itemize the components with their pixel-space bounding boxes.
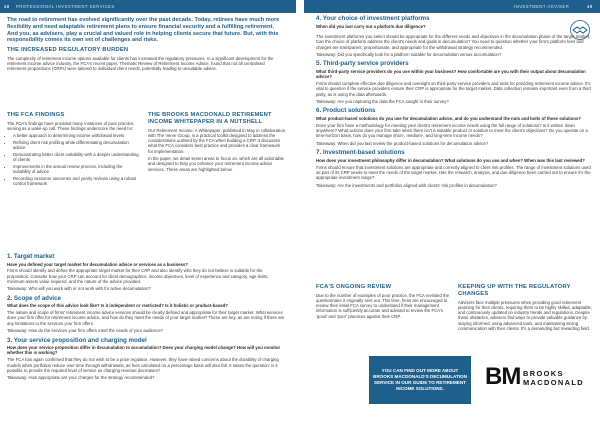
section-body: Firms should identify and define the appropriate target market for their CRP and also identify who they do not believe is suitable for the proposition. Consider how your CRP can account for client demographics, income objectives, level of experience and category, age limits, minimum assets value required, and the nature of the advice provided. bbox=[7, 268, 269, 284]
ongoing-body: Due to the number of examples of poor practice, the FCA revisited the questionnaire it originally sent out. This time, firms are encouraged to review their initial FCA survey to understand if their management information is sufficiently accurate and advised to review the FCA's 'good' and 'poor' practices against their CRP. bbox=[316, 292, 450, 319]
section-target-market bbox=[7, 253, 285, 292]
whitepaper-body-1: Our Retirement Income: A Whitepaper, published in May in collaboration with The Verve Group, is a practical toolkit designed to address the considerations outlined by the FCA when building a CRP. It discusses what the FCA considers best practice and provides a clear framework for implementation. bbox=[148, 127, 286, 154]
section-takeaway: Takeaway: Are you capturing the data the FCA sought in their survey? bbox=[316, 99, 449, 105]
section-question: What third-party service providers do you use within your business? How comfortable are you with their output about decumulation advice? bbox=[316, 68, 586, 80]
section-takeaway: Takeaway: When did you last review the product-based solutions for decumulation advice? bbox=[316, 140, 489, 146]
keeping-up-column bbox=[458, 284, 594, 333]
section-body: Firms should complete effective due diligence and oversight on third-party service providers and tools for providing retirement income advice. It's vital to question if the service providers ensure their CRP is appropriate for the target market. Data collection remains important even from a third party, as is using the data afterwards. bbox=[316, 81, 591, 97]
findings-column bbox=[7, 112, 139, 188]
section-body: Does your firm have a methodology for meeting your client's retirement income needs using the full range of solutions? Is it written down anywhere? What actions does your firm take when there isn't a suitable product or solution to meet the client's objectives? Do you operate on a time-horizon basis, how do you manage short-, medium-, and long-term income needs? bbox=[316, 122, 588, 139]
section-question: What does the scope of this advice look like? Is it independent or restricted? Is it holistic or product-based? bbox=[7, 303, 228, 309]
right-sections bbox=[316, 34, 594, 190]
section-product-solutions bbox=[316, 107, 594, 146]
brooks-macdonald-logo bbox=[485, 362, 595, 398]
section-body: The FCA has again confirmed that they do not wish to be a price regulator. However, they have raised concerns about the durability of charging models when portfolios reduce over time through withdrawals, as fees calculated on a percentage basis will also fall. It raises the question: is it possible to provide the required level of service as charging revenue decreases? bbox=[7, 357, 279, 373]
section-question: When did you last carry out a platform due diligence? bbox=[316, 23, 426, 29]
logo-line-1: BROOKS bbox=[523, 369, 564, 378]
intro-paragraph: The road to retirement has evolved significantly over the past decade. Today, retirees have much more flexibility and need adaptable retirement plans to ensure financial security and a fulfilling retirement. And you, as advisers, play a crucial and valued role in helping clients secure that future. But, with this responsibility comes its own set of challenges and risks. bbox=[7, 17, 280, 44]
list-item: • Refining client risk profiling while differentiating decumulation advice bbox=[13, 140, 139, 151]
keeping-up-heading: KEEPING UP WITH THE REGULATORY CHANGES bbox=[458, 284, 571, 297]
ongoing-heading: FCA'S ONGOING REVIEW bbox=[316, 284, 392, 290]
cta-box bbox=[369, 356, 471, 404]
left-page-content bbox=[7, 17, 285, 74]
section-investment-solutions bbox=[316, 149, 594, 188]
section-body: The nature and scope of firms' retirement income advice services should be clearly defined and appropriate for their target market. What services does your firm offer for retirement income advice, and how do they meet the needs of your target market? These are key, as are noting if there are any limitations to the services your firm offers. bbox=[7, 310, 285, 326]
section-question: How does your service proposition differ in decumulation to accumulation? Does your charging model change? How will you monitor whether this is working? bbox=[7, 345, 281, 356]
section-takeaway: Takeaway: Did you specifically look for a platform suitable for decumulation versus accumulation? bbox=[316, 52, 502, 58]
section-third-party bbox=[316, 60, 594, 104]
keeping-up-body: Advisers face multiple pressures when providing good retirement planning for their clients, requiring them to be highly skilled, adaptable, and continuously updated on industry trends and regulations. Despite these obstacles, advisers find ways to provide valuable guidance by staying informed, using advanced tools, and maintaining strong communication with their clients. It's a demanding but rewarding field. bbox=[458, 299, 592, 331]
whitepaper-heading: THE BROOKS MACDONALD RETIREMENT INCOME WHITEPAPER IN A NUTSHELL bbox=[148, 112, 272, 125]
section-question: Have you defined your target market for decumulation advice or services as a business? bbox=[7, 261, 189, 267]
right-header-label: INVESTMENT ADVISER bbox=[514, 4, 570, 9]
section-investment-platforms bbox=[316, 15, 564, 29]
section-service-proposition bbox=[7, 337, 285, 381]
section-takeaway: Takeaway: How appropriate are your charges for the strategy recommended? bbox=[7, 375, 155, 381]
section-heading: 1. Target market bbox=[7, 253, 55, 260]
section-takeaway: Takeaway: How do the services your firm offers meet the needs of your audience? bbox=[7, 328, 164, 334]
section-scope-of-advice bbox=[7, 295, 285, 334]
list-item: • A better approach to determining income withdrawal levels bbox=[13, 133, 139, 138]
section-heading: 3. Your service proposition and charging model bbox=[7, 336, 147, 344]
section-heading: 7. Investment-based solutions bbox=[316, 149, 405, 157]
left-sections bbox=[7, 253, 285, 383]
section-heading: 4. Your choice of investment platforms bbox=[316, 15, 430, 22]
findings-list bbox=[7, 133, 139, 186]
section-question: How does your investment philosophy differ in decumulation? What solutions do you use and when? When was this last reviewed? bbox=[316, 157, 585, 163]
section-takeaway: Takeaway: Who will you work with or not work with for active decumulation? bbox=[7, 286, 151, 292]
findings-body: The FCA's findings have provided many instances of poor practice, serving as a wake-up call. These findings underscore the need for: bbox=[7, 120, 135, 131]
section-takeaway: Takeaway: Are the investments and portfolios aligned with clients' risk profiles in decumulation? bbox=[316, 182, 497, 188]
whitepaper-body-2: In the paper, we detail seven areas to focus on, which are all actionable and designed to help you enhance your retirement income advice services. These areas are highlighted below. bbox=[148, 156, 284, 172]
section-question: What product-based solutions do you use for decumulation advice, and do you understand the nuts and bolts of these solutions? bbox=[316, 115, 581, 121]
list-item: • Demonstrating better client suitability with a deeper understanding of clients bbox=[13, 152, 139, 163]
whitepaper-column bbox=[148, 112, 286, 174]
left-header-label: PROFESSIONAL INVESTMENT SERVICES bbox=[16, 4, 115, 9]
right-page-number: 49 bbox=[587, 4, 593, 9]
left-header-bar bbox=[0, 0, 296, 13]
regulatory-body: The complexity of retirement income options available for clients has increased the regulatory pressures. In a significant development for the retirement income advice industry, the FCA's recent paper, Thematic Review of Retirement Income Advice, found that not all centralised retirement propositions (CRPs) were tailored to individual client needs, potentially leading to unsuitable advice. bbox=[7, 55, 274, 72]
right-sections-top bbox=[316, 15, 564, 30]
logo-line-2: MACDONALD bbox=[523, 378, 585, 387]
logo-mark: BM bbox=[485, 363, 521, 390]
list-item: • Improvements in the annual review process, including the suitability of advice bbox=[13, 164, 139, 175]
ongoing-review-column bbox=[316, 284, 450, 321]
cta-text: YOU CAN FIND OUT MORE ABOUT BROOKS MACDONALD'S DECUMULATION SERVICE IN OUR GUIDE TO RETIREMENT INCOME SOLUTIONS. bbox=[373, 368, 467, 391]
findings-heading: THE FCA FINDINGS bbox=[7, 112, 65, 118]
regulatory-heading: THE INCREASED REGULATORY BURDEN bbox=[7, 47, 129, 54]
section-body: Firms should ensure that investment solutions are appropriate and correctly aligned to client risk profiles. The range of investment solutions used as part of its CRP needs to meet the needs of the target market. Has the research, analysis, and due diligence been carried out to ensure it's the appropriate investment range? bbox=[316, 164, 591, 181]
list-item: • Recording customer outcomes and yearly reviews using a robust control framework bbox=[13, 176, 139, 187]
right-header-bar bbox=[304, 0, 600, 13]
section-heading: 5. Third-party service providers bbox=[316, 60, 409, 68]
logo-wordmark bbox=[523, 369, 584, 387]
section-heading: 2. Scope of advice bbox=[7, 294, 61, 302]
section-body: The investment platforms you select should be appropriate for the different needs and objectives in the decumulation phase of the target market. Can the choice of platform address the client's needs and goals in decumulation? You need to question whether your firm's platform fees and charges are transparent, proportionate, and appropriate for the withdrawal strategy recommended. bbox=[316, 34, 591, 50]
left-page-number: 48 bbox=[4, 4, 10, 9]
section-heading: 6. Product solutions bbox=[316, 107, 376, 115]
